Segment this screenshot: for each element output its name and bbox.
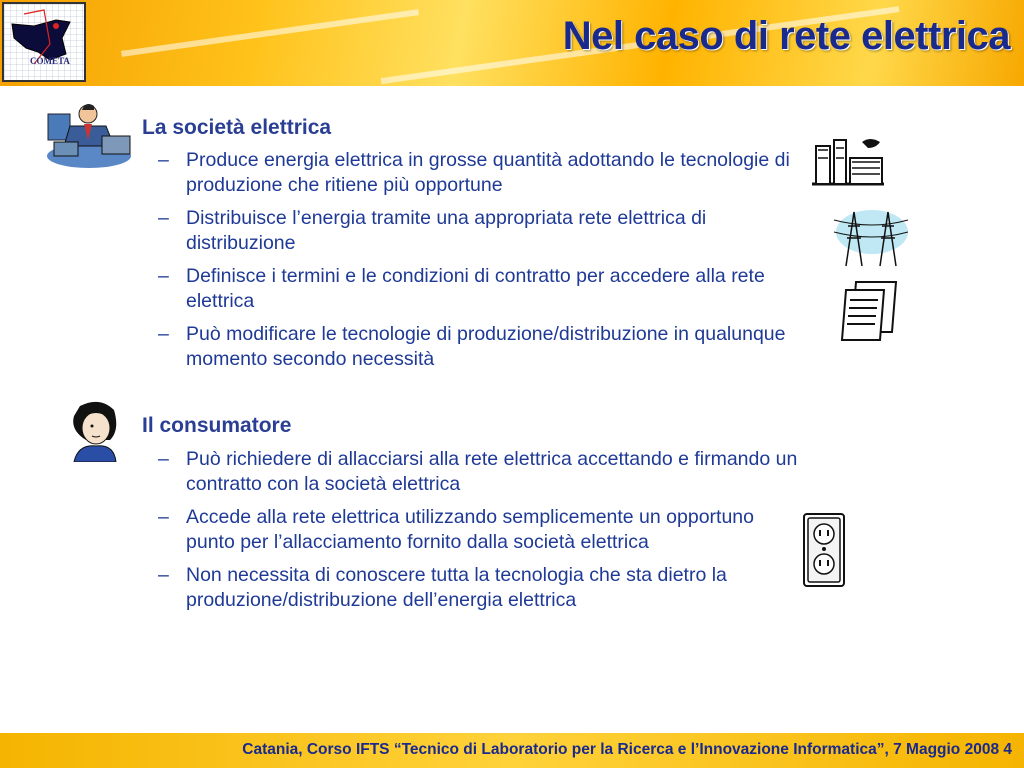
list-item xyxy=(158,505,786,555)
list-item-text: Non necessita di conoscere tutta la tecnologia che sta dietro la produzione/distribuzione dell’energia elettrica xyxy=(186,564,727,611)
list-item-text: Può richiedere di allacciarsi alla rete elettrica accettando e firmando un contratto con la società elettrica xyxy=(186,448,798,495)
decorative-streak xyxy=(121,9,419,57)
list-item-text: Definisce i termini e le condizioni di contratto per accedere alla rete elettrica xyxy=(186,265,765,312)
list-item-text: Produce energia elettrica in grosse quantità adottando le tecnologie di produzione che ritiene più opportune xyxy=(186,149,790,196)
power-outlet-icon xyxy=(800,512,848,593)
consumer-face-clipart xyxy=(66,400,120,467)
bullet-dash: – xyxy=(158,207,169,229)
power-lines-icon xyxy=(832,206,910,273)
list-item xyxy=(158,206,818,256)
slide-title: Nel caso di rete elettrica xyxy=(562,14,1010,58)
list-item-text: Accede alla rete elettrica utilizzando semplicemente un opportuno punto per l’allacciamento fornito dalla società elettrica xyxy=(186,506,754,553)
businessman-clipart xyxy=(44,100,134,173)
list-item xyxy=(158,563,786,613)
bullet-dash: – xyxy=(158,506,169,528)
footer-band xyxy=(0,733,1024,768)
list-item xyxy=(158,148,818,198)
bullet-dash: – xyxy=(158,564,169,586)
header-band xyxy=(0,0,1024,86)
logo xyxy=(2,2,86,82)
list-item-text: Può modificare le tecnologie di produzione/distribuzione in qualunque momento secondo necessità xyxy=(186,323,786,370)
section-heading-company: La società elettrica xyxy=(142,116,332,139)
sicily-map-icon xyxy=(4,4,84,80)
list-item xyxy=(158,322,818,372)
consumer-bullet-list xyxy=(158,447,818,621)
bullet-dash: – xyxy=(158,149,169,171)
section-heading-consumer: Il consumatore xyxy=(142,414,292,437)
contract-document-icon xyxy=(838,278,902,347)
logo-text: COMETA xyxy=(30,56,70,66)
factory-icon xyxy=(810,136,886,193)
company-bullet-list xyxy=(158,148,818,380)
footer-text: Catania, Corso IFTS “Tecnico di Laboratorio per la Ricerca e l’Innovazione Informatica”, 7 Maggio 2008 4 xyxy=(242,741,1012,758)
bullet-dash: – xyxy=(158,265,169,287)
list-item-text: Distribuisce l’energia tramite una appropriata rete elettrica di distribuzione xyxy=(186,207,707,254)
list-item xyxy=(158,447,818,497)
bullet-dash: – xyxy=(158,323,169,345)
bullet-dash: – xyxy=(158,448,169,470)
list-item xyxy=(158,264,818,314)
